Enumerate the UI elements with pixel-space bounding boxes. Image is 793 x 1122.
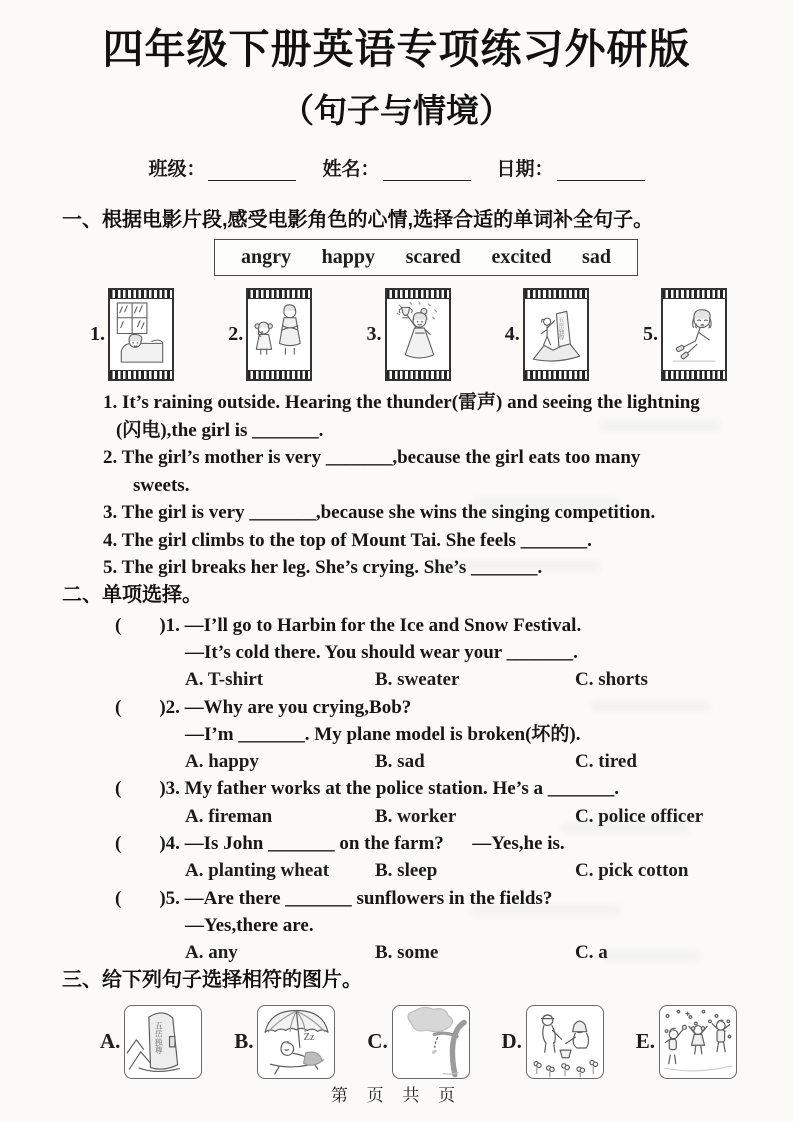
mc-options-row (185, 666, 793, 693)
film-sprocket-icon (663, 370, 725, 379)
frame-number: 2. (228, 323, 244, 346)
film-sprocket-icon (387, 290, 449, 299)
stone-inscription: 五岳独尊 (154, 1020, 164, 1054)
print-bleedthrough (430, 560, 600, 572)
picture-label: A. (100, 1029, 121, 1053)
mount-tai-stone-icon (124, 1005, 202, 1079)
page-subtitle: （句子与情境） (281, 92, 512, 130)
frame-number: 5. (643, 323, 658, 346)
print-bleedthrough (590, 700, 710, 712)
film-frame (246, 288, 312, 381)
frame-number: 4. (504, 323, 520, 346)
girl-crying-broken-leg-icon (663, 299, 725, 370)
mc-options-row (185, 857, 793, 884)
mc-stem-line (115, 885, 793, 912)
farmers-picking-cotton-icon (526, 1005, 604, 1079)
question-line: 1. It’s raining outside. Hearing the thunder(雷声) and seeing the lightning (103, 392, 700, 414)
answer-bracket[interactable]: ( ) (115, 696, 166, 718)
section1-questions (0, 389, 793, 582)
question-line: 4. The girl climbs to the top of Mount Tai. She feels _______. (103, 529, 592, 551)
section3-heading: 三、给下列句子选择相符的图片。 (62, 968, 362, 991)
girl-on-mount-tai-icon (525, 299, 587, 370)
word-bank-item: scared (405, 246, 461, 269)
film-frame (523, 288, 589, 381)
mc-stem-text: 2. —Why are you crying,Bob? (165, 696, 412, 718)
date-write-line[interactable] (557, 164, 645, 181)
mc-stem-line: —Yes,there are. (185, 914, 314, 936)
option-a[interactable]: A. happy (185, 751, 259, 773)
film-unit (643, 288, 727, 381)
film-unit (505, 288, 589, 381)
answer-bracket[interactable]: ( ) (115, 887, 166, 909)
answer-bracket[interactable]: ( ) (115, 778, 166, 800)
name-write-line[interactable] (383, 164, 471, 181)
mc-options-row (185, 803, 793, 830)
film-frame (661, 288, 727, 381)
option-b[interactable]: B. some (375, 942, 439, 964)
question-line: 5. The girl breaks her leg. She’s crying. She’s _______. (103, 557, 543, 579)
scared-girl-storm-window-icon (110, 299, 172, 370)
section1-heading: 一、根据电影片段,感受电影角色的心情,选择合适的单词补全句子。 (62, 209, 654, 232)
option-b[interactable]: B. sleep (375, 860, 438, 882)
mc-stem-line (115, 775, 793, 802)
print-bleedthrough (560, 822, 690, 834)
option-b[interactable]: B. sad (375, 751, 425, 773)
section2-heading: 二、单项选择。 (62, 583, 202, 606)
class-label: 班级： (148, 159, 206, 181)
tree-falling-leaves-icon (392, 1005, 470, 1079)
option-c[interactable]: C. shorts (575, 669, 648, 691)
option-a[interactable]: A. fireman (185, 805, 273, 827)
question-line: 2. The girl’s mother is very _______,because the girl eats too many (103, 447, 641, 469)
picture-option[interactable] (367, 1005, 469, 1079)
girl-trophy-celebration-icon (387, 299, 449, 370)
picture-option[interactable] (234, 1005, 335, 1079)
film-sprocket-icon (387, 370, 449, 379)
picture-label: C. (367, 1029, 388, 1053)
mc-stem-text: 5. —Are there _______ sunflowers in the fields? (165, 887, 553, 909)
mc-options-row (185, 748, 793, 775)
option-c[interactable]: C. pick cotton (575, 860, 689, 882)
mc-stem-text: 4. —Is John _______ on the farm? —Yes,he is. (165, 833, 565, 855)
option-b[interactable]: B. sweater (375, 669, 460, 691)
option-a[interactable]: A. T-shirt (185, 669, 264, 691)
film-unit (367, 288, 451, 381)
question-line: (闪电),the girl is _______. (116, 419, 324, 441)
stone-inscription: 五岳独尊 (556, 316, 563, 341)
film-frame (108, 288, 174, 381)
mc-stem-line: —It’s cold there. You should wear your _______. (185, 641, 578, 663)
film-sprocket-icon (248, 290, 310, 299)
page-footer: 第 页 共 页 (330, 1086, 463, 1105)
mc-stem-line (115, 830, 793, 857)
film-sprocket-icon (663, 290, 725, 299)
film-sprocket-icon (248, 370, 310, 379)
picture-label: D. (501, 1029, 522, 1053)
sleeping-under-umbrella-icon (257, 1005, 335, 1079)
picture-option[interactable] (100, 1005, 202, 1079)
mc-stem-text: 3. My father works at the police station. He’s a _______. (165, 778, 619, 800)
mc-options-row (185, 939, 793, 966)
option-c[interactable]: C. police officer (575, 805, 704, 827)
film-sprocket-icon (110, 290, 172, 299)
question-line: 3. The girl is very _______,because she wins the singing competition. (103, 502, 656, 524)
word-bank-item: excited (491, 246, 552, 269)
word-bank (214, 239, 638, 276)
word-bank-item: angry (241, 246, 291, 269)
frame-number: 1. (90, 323, 105, 346)
film-unit (90, 288, 174, 381)
picture-option[interactable] (502, 1005, 604, 1079)
picture-option[interactable] (636, 1005, 737, 1079)
page-title: 四年级下册英语专项练习外研版 (102, 26, 691, 72)
student-info-line (0, 154, 793, 181)
film-unit (228, 288, 312, 381)
picture-label: B. (234, 1029, 254, 1053)
picture-row (0, 997, 793, 1079)
word-bank-item: sad (582, 246, 611, 269)
class-write-line[interactable] (208, 164, 296, 181)
print-bleedthrough (470, 905, 620, 917)
mc-stem-line: —I’m _______. My plane model is broken(坏的). (185, 723, 581, 745)
mother-scolding-girl-sweets-icon (248, 299, 310, 370)
option-b[interactable]: B. worker (375, 805, 457, 827)
date-label: 日期： (496, 159, 554, 181)
option-a[interactable]: A. planting wheat (185, 860, 330, 882)
answer-bracket[interactable]: ( ) (115, 833, 166, 855)
option-a[interactable]: A. any (185, 942, 238, 964)
word-bank-item: happy (321, 246, 375, 269)
question-line: sweets. (133, 474, 190, 496)
film-sprocket-icon (110, 370, 172, 379)
children-playing-snow-icon (659, 1005, 737, 1079)
film-sprocket-icon (525, 290, 587, 299)
frame-number: 3. (366, 323, 382, 346)
print-bleedthrough (600, 950, 700, 962)
answer-bracket[interactable]: ( ) (115, 614, 166, 636)
picture-label: E. (635, 1029, 655, 1053)
option-c[interactable]: C. a (575, 942, 608, 964)
film-strip-row (0, 284, 793, 387)
print-bleedthrough (470, 498, 620, 510)
mc-stem-text: 1. —I’ll go to Harbin for the Ice and Snow Festival. (165, 614, 582, 636)
film-frame (385, 288, 451, 381)
film-sprocket-icon (525, 370, 587, 379)
name-label: 姓名： (322, 159, 380, 181)
section2-items (0, 612, 793, 967)
sleep-zz-text: Zz (304, 1031, 315, 1043)
mc-stem-line (115, 612, 793, 639)
option-c[interactable]: C. tired (575, 751, 637, 773)
print-bleedthrough (600, 420, 720, 432)
